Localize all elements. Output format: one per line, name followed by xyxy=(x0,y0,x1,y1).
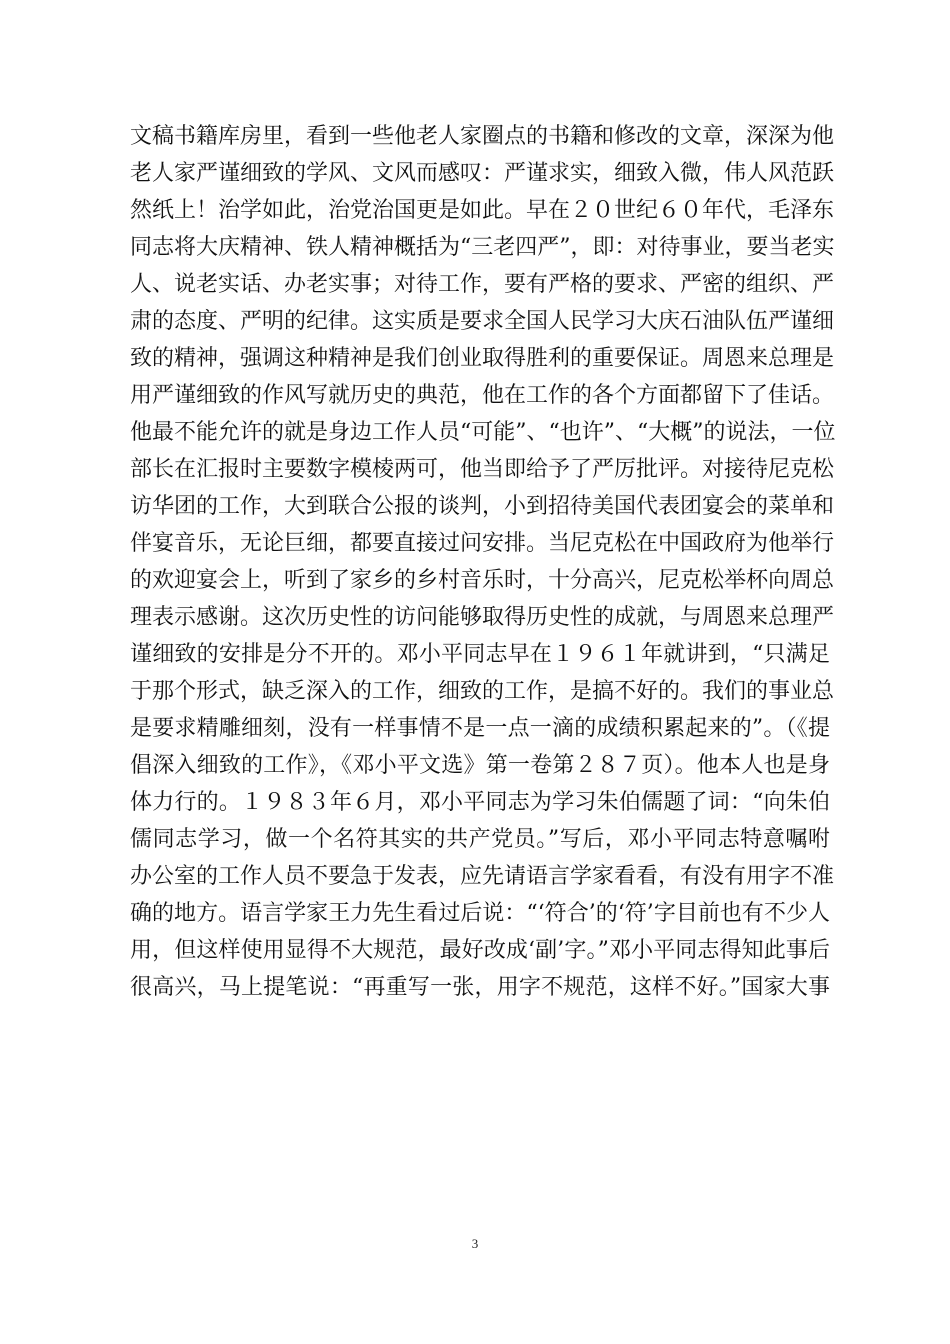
text-line: 很高兴，马上提笔说：“再重写一张，用字不规范，这样不好。”国家大事 xyxy=(130,975,830,1000)
text-line: 访华团的工作，大到联合公报的谈判，小到招待美国代表团宴会的菜单和 xyxy=(130,494,835,519)
text-line: 办公室的工作人员不要急于发表，应先请语言学家看看，有没有用字不准 xyxy=(130,864,835,889)
text-line: 理表示感谢。这次历史性的访问能够取得历史性的成就，与周恩来总理严 xyxy=(130,605,835,630)
text-line: 确的地方。语言学家王力先生看过后说：“‘符合’的‘符’字目前也有不少人 xyxy=(130,901,830,926)
text-line: 的欢迎宴会上，听到了家乡的乡村音乐时，十分高兴，尼克松举杯向周总 xyxy=(130,568,835,593)
body-paragraph xyxy=(130,118,836,1006)
text-line: 人、说老实话、办老实事；对待工作，要有严格的要求、严密的组织、严 xyxy=(130,272,835,297)
text-line: 是要求精雕细刻，没有一样事情不是一点一滴的成绩积累起来的”。（《提 xyxy=(130,716,830,741)
text-line: 他最不能允许的就是身边工作人员“可能”、“也许”、“大概”的说法，一位 xyxy=(130,420,836,445)
text-line: 体力行的。１９８３年６月，邓小平同志为学习朱伯儒题了词：“向朱伯 xyxy=(130,790,830,815)
text-line: 然纸上！治学如此，治党治国更是如此。早在２０世纪６０年代，毛泽东 xyxy=(130,198,835,223)
text-line: 致的精神，强调这种精神是我们创业取得胜利的重要保证。周恩来总理是 xyxy=(130,346,835,371)
text-line: 倡深入细致的工作》，《邓小平文选》第一卷第２８７页）。他本人也是身 xyxy=(130,753,830,778)
text-line: 部长在汇报时主要数字模棱两可，他当即给予了严厉批评。对接待尼克松 xyxy=(130,457,835,482)
page-number: 3 xyxy=(471,1236,479,1251)
text-line: 儒同志学习，做一个名符其实的共产党员。”写后，邓小平同志特意嘱咐 xyxy=(130,827,830,852)
text-line: 谨细致的安排是分不开的。邓小平同志早在１９６１年就讲到，“只满足 xyxy=(130,642,830,667)
text-line: 于那个形式，缺乏深入的工作，细致的工作，是搞不好的。我们的事业总 xyxy=(130,679,835,704)
text-line: 同志将大庆精神、铁人精神概括为“三老四严”，即：对待事业，要当老实 xyxy=(130,235,835,260)
text-line: 文稿书籍库房里，看到一些他老人家圈点的书籍和修改的文章，深深为他 xyxy=(130,124,835,149)
text-line: 伴宴音乐，无论巨细，都要直接过问安排。当尼克松在中国政府为他举行 xyxy=(130,531,835,556)
text-line: 老人家严谨细致的学风、文风而感叹：严谨求实，细致入微，伟人风范跃 xyxy=(130,161,835,186)
text-line: 用，但这样使用显得不大规范，最好改成‘副’字。”邓小平同志得知此事后 xyxy=(130,938,830,963)
text-line: 用严谨细致的作风写就历史的典范，他在工作的各个方面都留下了佳话。 xyxy=(130,383,835,408)
text-line: 肃的态度、严明的纪律。这实质是要求全国人民学习大庆石油队伍严谨细 xyxy=(130,309,835,334)
